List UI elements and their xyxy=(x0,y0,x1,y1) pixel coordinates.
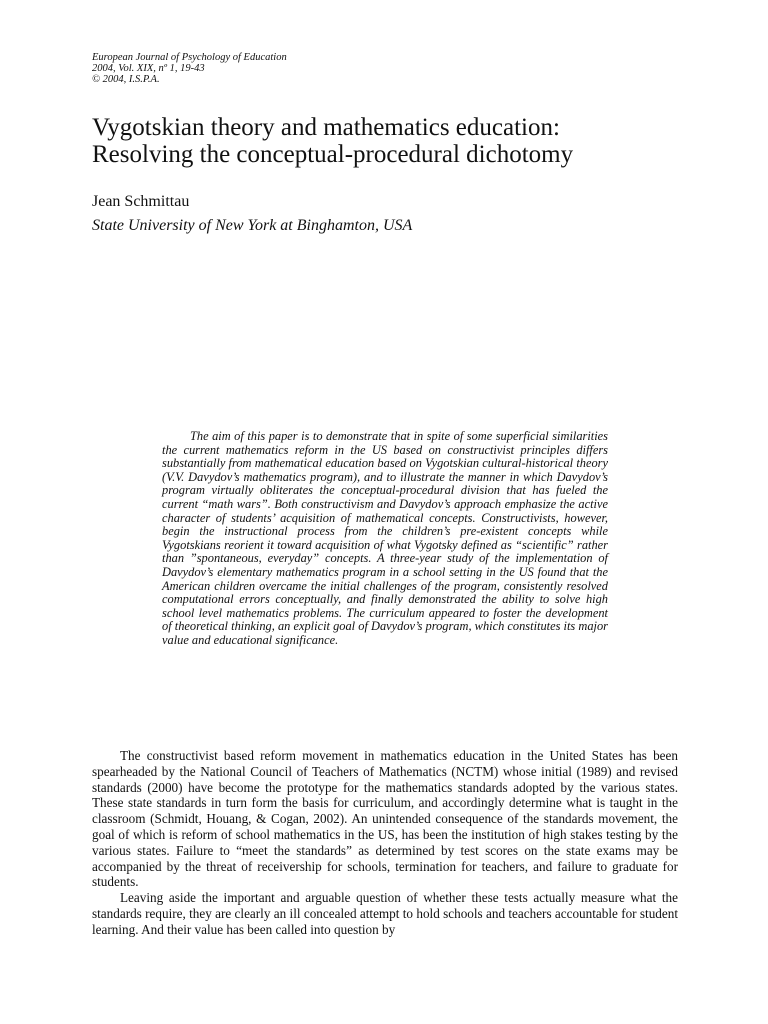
author-name: Jean Schmittau xyxy=(92,193,190,210)
body-text xyxy=(92,748,678,938)
journal-copyright: © 2004, I.S.P.A. xyxy=(92,74,160,85)
body-paragraph: The constructivist based reform movement in mathematics education in the United States has been spearheaded by the National Council of Teachers of Mathematics (NCTM) whose initial (1989) and revised standards (2000) have become the prototype for the mathematics standards adopted by the various states. These state standards in turn form the basis for curriculum, and accordingly determine what is taught in the classroom (Schmidt, Houang, & Cogan, 2002). An unintended consequence of the standards movement, the goal of which is reform of school mathematics in the US, has been the institution of high stakes testing by the various states. Failure to “meet the standards” as determined by test scores on the state exams may be accompanied by the threat of receivership for schools, termination for teachers, and failure to graduate for students. xyxy=(92,748,678,890)
journal-volume: 2004, Vol. XIX, nº 1, 19-43 xyxy=(92,63,205,74)
paper-title-line-1: Vygotskian theory and mathematics education: xyxy=(92,114,560,141)
paper-title-line-2: Resolving the conceptual-procedural dichotomy xyxy=(92,141,574,168)
author-affiliation: State University of New York at Binghamton, USA xyxy=(92,217,413,234)
body-paragraph: Leaving aside the important and arguable question of whether these tests actually measure what the standards require, they are clearly an ill concealed attempt to hold schools and teachers accountable for student learning. And their value has been called into question by xyxy=(92,890,678,937)
abstract: The aim of this paper is to demonstrate that in spite of some superficial similarities the current mathematics reform in the US based on constructivist principles differs substantially from mathematical education based on Vygotskian cultural-historical theory (V.V. Davydov’s mathematics program), and to illustrate the manner in which Davydov’s program virtually obliterates the conceptual-procedural division that has fueled the current “math wars”. Both constructivism and Davydov’s approach emphasize the active character of students’ acquisition of mathematical concepts. Constructivists, however, begin the instructional process from the children’s pre-existent concepts while Vygotskians reorient it toward acquisition of what Vygotsky defined as “scientific” rather than ”spontaneous, everyday” concepts. A three-year study of the implementation of Davydov’s elementary mathematics program in a school setting in the US found that the American children overcame the initial challenges of the program, consistently resolved computational errors conceptually, and finally demonstrated the ability to solve high school level mathematics problems. The curriculum appeared to foster the development of theoretical thinking, an explicit goal of Davydov’s program, which constitutes its major value and educational significance. xyxy=(162,429,608,647)
journal-name: European Journal of Psychology of Education xyxy=(92,52,287,63)
journal-citation xyxy=(92,52,287,85)
paper-title xyxy=(92,114,692,168)
